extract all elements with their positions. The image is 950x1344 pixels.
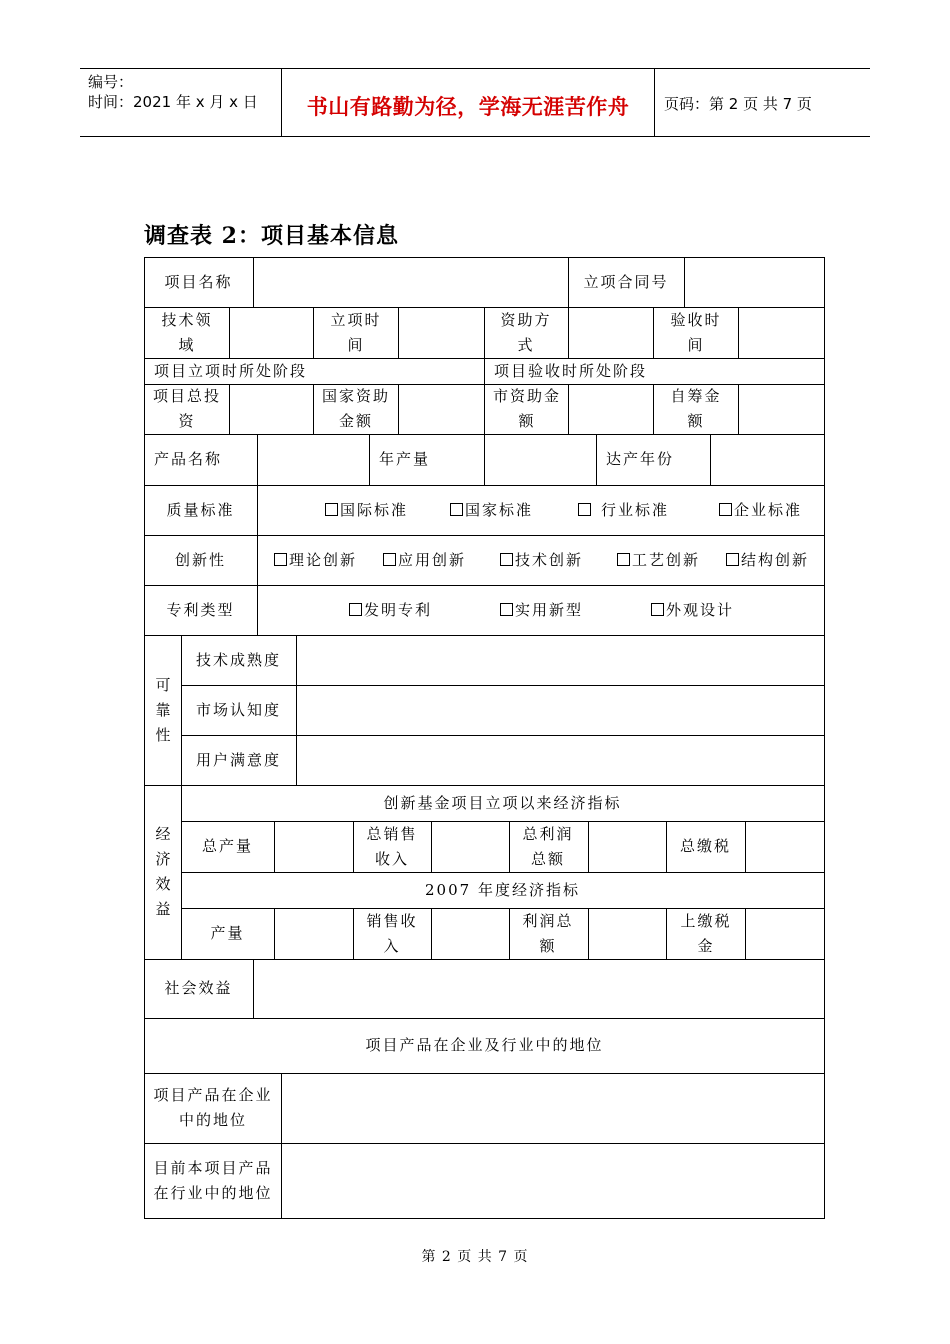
checkbox-icon[interactable] xyxy=(450,503,463,516)
label-product-name: 产品名称 xyxy=(153,450,222,468)
total-output-input[interactable] xyxy=(275,822,353,871)
label-funding-method: 资助方式 xyxy=(500,310,552,354)
option-industry-standard[interactable]: 行业标准 xyxy=(578,498,669,523)
option-process-innovation[interactable]: 工艺创新 xyxy=(617,548,700,573)
label-total-tax: 总缴税 xyxy=(679,837,731,855)
checkbox-icon[interactable] xyxy=(349,603,362,616)
social-benefit-input[interactable] xyxy=(254,960,824,1017)
label-acceptance-time: 验收时间 xyxy=(670,310,722,354)
product-name-input[interactable] xyxy=(258,435,369,484)
label-economic-benefit: 经济效益 xyxy=(155,825,171,918)
label-profit: 利润总额 xyxy=(522,911,574,955)
option-enterprise-standard[interactable]: 企业标准 xyxy=(719,498,802,523)
funding-method-input[interactable] xyxy=(569,308,653,357)
label-reliability: 可靠性 xyxy=(155,675,171,744)
label-acceptance-stage: 项目验收时所处阶段 xyxy=(494,361,648,380)
option-national-standard[interactable]: 国家标准 xyxy=(450,498,533,523)
setup-time-input[interactable] xyxy=(399,308,484,357)
label-sales: 销售收入 xyxy=(366,911,418,955)
label-status-in-company: 项目产品在企业中的地位 xyxy=(153,1086,273,1129)
market-awareness-input[interactable] xyxy=(297,686,824,735)
option-invention-patent[interactable]: 发明专利 xyxy=(349,598,432,623)
option-international-standard[interactable]: 国际标准 xyxy=(325,498,408,523)
checkbox-icon[interactable] xyxy=(726,553,739,566)
tax-paid-input[interactable] xyxy=(746,909,824,958)
page-footer: 第 2 页 共 7 页 xyxy=(421,1249,529,1265)
label-annual-output: 年产量 xyxy=(379,450,431,468)
label-setup-stage: 项目立项时所处阶段 xyxy=(154,361,308,380)
header-page-info: 页码：第 2 页 共 7 页 xyxy=(664,95,812,113)
label-city-funding: 市资助金额 xyxy=(492,387,561,430)
label-total-investment: 项目总投资 xyxy=(152,387,221,430)
option-structure-innovation[interactable]: 结构创新 xyxy=(726,548,809,573)
label-project-name: 项目名称 xyxy=(164,273,233,291)
sales-input[interactable] xyxy=(432,909,509,958)
label-innovation: 创新性 xyxy=(174,550,226,569)
tech-maturity-input[interactable] xyxy=(297,636,824,685)
label-social-benefit: 社会效益 xyxy=(164,979,233,997)
document-number-label: 编号： xyxy=(88,73,134,91)
option-application-innovation[interactable]: 应用创新 xyxy=(383,548,466,573)
label-quality-standard: 质量标准 xyxy=(166,500,235,519)
label-total-profit: 总利润总额 xyxy=(522,824,574,868)
header-motto: 书山有路勤为径，学海无涯苦作舟 xyxy=(306,95,630,119)
label-setup-time: 立项时间 xyxy=(330,310,382,354)
output-input[interactable] xyxy=(275,909,353,958)
status-in-company-input[interactable] xyxy=(282,1074,824,1142)
label-tech-field: 技术领域 xyxy=(161,310,213,354)
checkbox-icon[interactable] xyxy=(617,553,630,566)
option-theory-innovation[interactable]: 理论创新 xyxy=(274,548,357,573)
label-tech-maturity: 技术成熟度 xyxy=(195,650,281,669)
label-patent-type: 专利类型 xyxy=(166,600,235,619)
checkbox-icon[interactable] xyxy=(274,553,287,566)
city-funding-input[interactable] xyxy=(569,385,653,433)
document-date: 时间：2021 年 x 月 x 日 xyxy=(88,93,258,111)
option-utility-model[interactable]: 实用新型 xyxy=(500,598,583,623)
checkbox-icon[interactable] xyxy=(383,553,396,566)
option-technical-innovation[interactable]: 技术创新 xyxy=(500,548,583,573)
checkbox-icon[interactable] xyxy=(651,603,664,616)
checkbox-icon[interactable] xyxy=(500,603,513,616)
label-status-header: 项目产品在企业及行业中的地位 xyxy=(365,1036,604,1054)
total-tax-input[interactable] xyxy=(746,822,824,871)
page-title: 调查表 2：项目基本信息 xyxy=(144,223,399,249)
checkbox-icon[interactable] xyxy=(325,503,338,516)
label-self-funding: 自筹金额 xyxy=(670,387,722,430)
label-capacity-year: 达产年份 xyxy=(606,450,675,468)
total-investment-input[interactable] xyxy=(230,385,313,433)
acceptance-time-input[interactable] xyxy=(739,308,824,357)
label-total-output: 总产量 xyxy=(201,837,253,855)
label-since-setup-indicators: 创新基金项目立项以来经济指标 xyxy=(383,793,622,812)
status-in-industry-input[interactable] xyxy=(282,1144,824,1218)
user-satisfaction-input[interactable] xyxy=(297,736,824,785)
annual-output-input[interactable] xyxy=(485,435,596,484)
label-year-indicators: 2007 年度经济指标 xyxy=(425,880,580,899)
checkbox-icon[interactable] xyxy=(719,503,732,516)
project-name-field[interactable] xyxy=(254,258,568,307)
contract-no-field[interactable] xyxy=(685,258,824,307)
total-profit-input[interactable] xyxy=(589,822,666,871)
total-sales-input[interactable] xyxy=(432,822,509,871)
self-funding-input[interactable] xyxy=(739,385,824,433)
national-funding-input[interactable] xyxy=(399,385,484,433)
label-total-sales: 总销售收入 xyxy=(366,824,418,868)
label-national-funding: 国家资助金额 xyxy=(321,387,390,430)
profit-input[interactable] xyxy=(589,909,666,958)
checkbox-icon[interactable] xyxy=(578,503,591,516)
label-status-in-industry: 目前本项目产品在行业中的地位 xyxy=(153,1158,273,1202)
label-user-satisfaction: 用户满意度 xyxy=(195,750,281,769)
label-tax-paid: 上缴税金 xyxy=(680,911,732,955)
checkbox-icon[interactable] xyxy=(500,553,513,566)
label-contract-no: 立项合同号 xyxy=(583,273,669,291)
label-market-awareness: 市场认知度 xyxy=(195,700,281,719)
tech-field-input[interactable] xyxy=(230,308,313,357)
option-design-patent[interactable]: 外观设计 xyxy=(651,598,734,623)
label-output: 产量 xyxy=(210,924,245,942)
capacity-year-input[interactable] xyxy=(711,435,824,484)
